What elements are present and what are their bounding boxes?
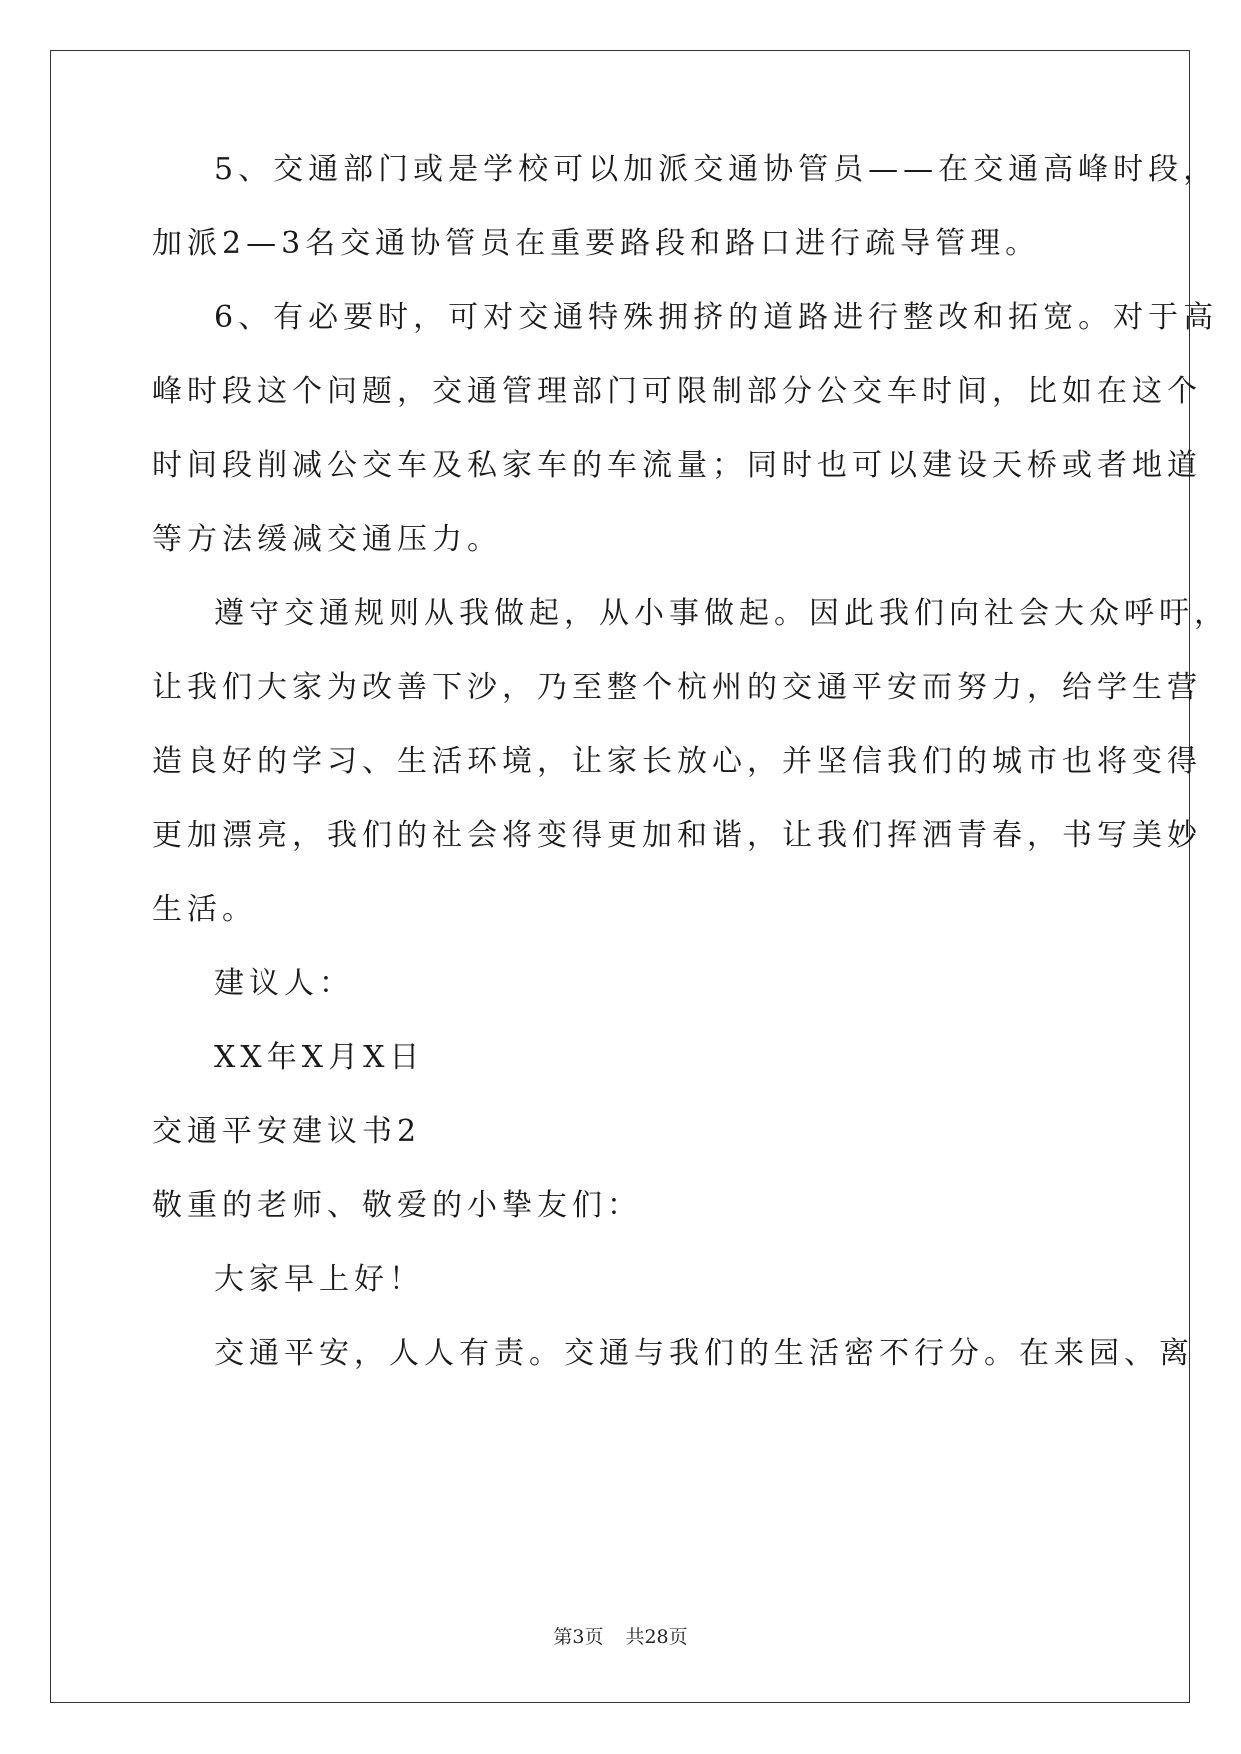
paragraph-appeal-line-3: 造良好的学习、生活环境，让家长放心，并坚信我们的城市也将变得 <box>152 744 1202 779</box>
paragraph-5-line-2: 加派2—3名交通协管员在重要路段和路口进行疏导管理。 <box>152 226 1041 261</box>
paragraph-appeal-line-5: 生活。 <box>152 892 257 927</box>
page-number: 第3页 <box>553 1626 604 1648</box>
date-line: XX年X月X日 <box>214 1040 425 1075</box>
paragraph-5-line-1: 5、交通部门或是学校可以加派交通协管员——在交通高峰时段， <box>214 152 1219 187</box>
paragraph-safety-line-1: 交通平安，人人有责。交通与我们的生活密不行分。在来园、离 <box>214 1336 1194 1371</box>
proposer-label: 建议人： <box>214 966 354 1001</box>
page-footer <box>0 1625 1241 1649</box>
paragraph-appeal-line-1: 遵守交通规则从我做起，从小事做起。因此我们向社会大众呼吁， <box>214 596 1229 631</box>
paragraph-6-line-3: 时间段削减公交车及私家车的车流量；同时也可以建设天桥或者地道 <box>152 448 1202 483</box>
paragraph-6-line-2: 峰时段这个问题，交通管理部门可限制部分公交车时间，比如在这个 <box>152 374 1202 409</box>
section-title: 交通平安建议书2 <box>152 1114 422 1149</box>
paragraph-6-line-1: 6、有必要时，可对交通特殊拥挤的道路进行整改和拓宽。对于高 <box>214 300 1219 335</box>
paragraph-appeal-line-4: 更加漂亮，我们的社会将变得更加和谐，让我们挥洒青春，书写美妙 <box>152 818 1202 853</box>
paragraph-6-line-4: 等方法缓减交通压力。 <box>152 522 502 557</box>
greeting: 大家早上好！ <box>214 1262 424 1297</box>
page-total: 共28页 <box>625 1626 688 1648</box>
salutation: 敬重的老师、敬爱的小挚友们： <box>152 1188 642 1223</box>
paragraph-appeal-line-2: 让我们大家为改善下沙，乃至整个杭州的交通平安而努力，给学生营 <box>152 670 1202 705</box>
